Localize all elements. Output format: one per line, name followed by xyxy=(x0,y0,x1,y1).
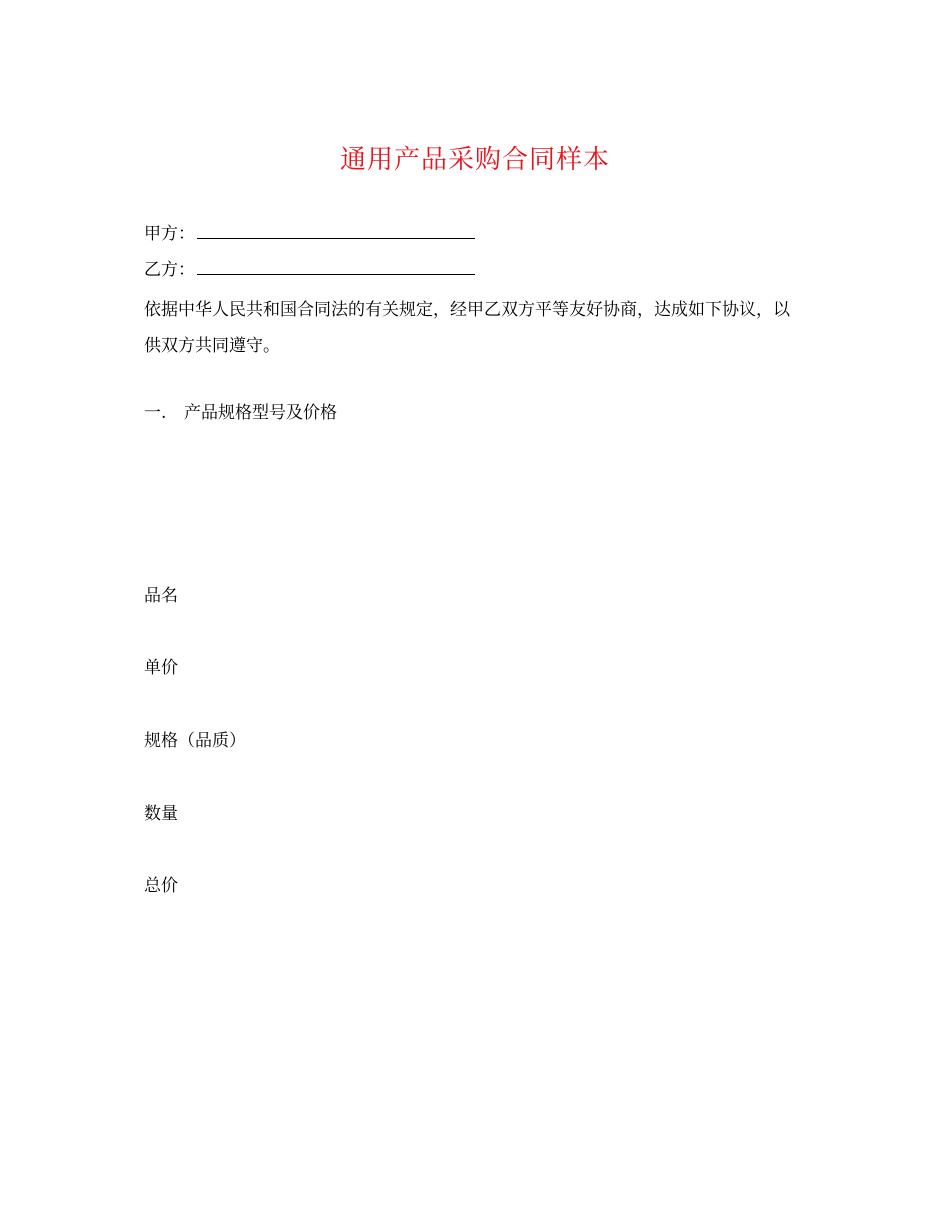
section-number: 一. xyxy=(144,403,167,423)
field-unit-price: 单价 xyxy=(144,658,178,678)
section-heading xyxy=(144,401,337,425)
party-a-label: 甲方： xyxy=(144,224,195,244)
party-a-line xyxy=(144,222,475,246)
field-quantity: 数量 xyxy=(144,804,178,824)
party-b-blank xyxy=(197,258,475,275)
intro-paragraph: 依据中华人民共和国合同法的有关规定，经甲乙双方平等友好协商，达成如下协议，以供双方共同遵守。 xyxy=(144,300,790,356)
party-b-line xyxy=(144,258,475,282)
party-a-blank xyxy=(197,222,475,239)
section-title: 产品规格型号及价格 xyxy=(184,403,337,423)
field-total-price: 总价 xyxy=(144,876,178,896)
field-product-name: 品名 xyxy=(144,586,178,606)
document-title: 通用产品采购合同样本 xyxy=(339,145,610,175)
party-b-label: 乙方： xyxy=(144,260,195,280)
field-spec: 规格（品质） xyxy=(144,731,246,751)
